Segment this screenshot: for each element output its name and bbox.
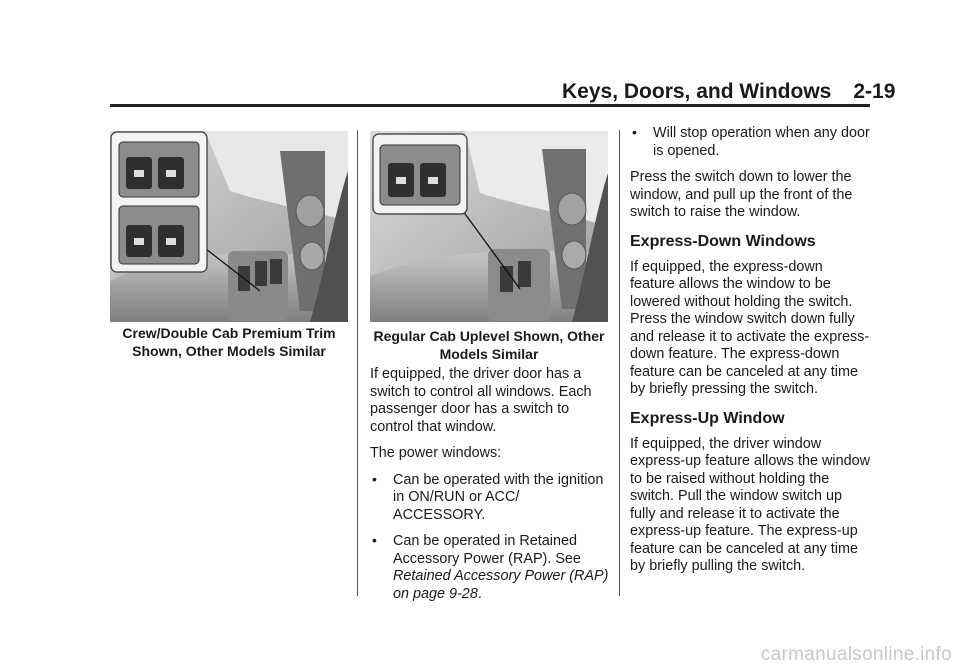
column-2-text: [370, 366, 610, 612]
header-rule: [110, 104, 870, 107]
bullet-text: Can be operated in Retained Accessory Power (RAP). See: [393, 533, 581, 567]
page-number: 2-19: [853, 80, 896, 103]
figure1-caption-line2: Shown, Other Models Similar: [132, 343, 326, 359]
column-divider-1: [357, 130, 358, 596]
paragraph-express-down: If equipped, the express-down feature allows the window to be lowered without holding the switch. Press the window switch down fully and release it to activate the express-down feature. The express-down feature can be canceled at any time by briefly pressing the switch.: [630, 258, 870, 397]
column-divider-2: [619, 130, 620, 596]
bullet-icon: •: [372, 470, 377, 487]
paragraph-driver-door: If equipped, the driver door has a switch to control all windows. Each passenger door has a switch to control that window.: [370, 366, 592, 435]
column-3-text: [630, 125, 870, 585]
bullet-icon: •: [632, 124, 637, 140]
bullet-text-end: .: [477, 585, 482, 602]
figure1-caption: [110, 324, 348, 360]
list-item: [370, 472, 610, 525]
figure2-caption: [370, 327, 608, 363]
bullet-text: Will stop operation when any door is opened.: [653, 125, 870, 159]
watermark: carmanualsonline.info: [760, 644, 952, 665]
power-windows-list-continued: [630, 125, 870, 160]
paragraph-express-up: If equipped, the driver window express-up feature allows the window to be raised without holding the switch. Pull the window switch up fully and release it to activate the express-up feature. The express-up feature can be canceled at any time by briefly pulling the switch.: [630, 435, 870, 574]
regular-cab-switch-photo: [370, 131, 608, 322]
bullet-text: Can be operated with the ignition in ON/RUN or ACC/ ACCESSORY.: [393, 471, 604, 523]
paragraph-press-switch: Press the switch down to lower the window, and pull up the front of the switch to raise the window.: [630, 169, 853, 220]
header-title: Keys, Doors, and Windows: [562, 80, 832, 103]
list-item: [630, 125, 870, 160]
figure1-caption-line1: Crew/Double Cab Premium Trim: [122, 325, 336, 341]
heading-express-down: Express-Down Windows: [630, 232, 816, 250]
crew-cab-switch-photo: [110, 131, 348, 322]
paragraph-power-windows: The power windows:: [370, 445, 502, 461]
list-item: [370, 533, 610, 603]
bullet-icon: •: [372, 532, 377, 548]
heading-express-up: Express-Up Window: [630, 409, 785, 427]
page-header: [562, 80, 896, 104]
rap-page-reference: Retained Accessory Power (RAP) on page 9-28: [393, 568, 609, 602]
figure2-caption-line1: Regular Cab Uplevel Shown, Other: [373, 328, 605, 344]
power-windows-list: [370, 472, 610, 604]
figure2-caption-line2: Models Similar: [439, 346, 539, 362]
